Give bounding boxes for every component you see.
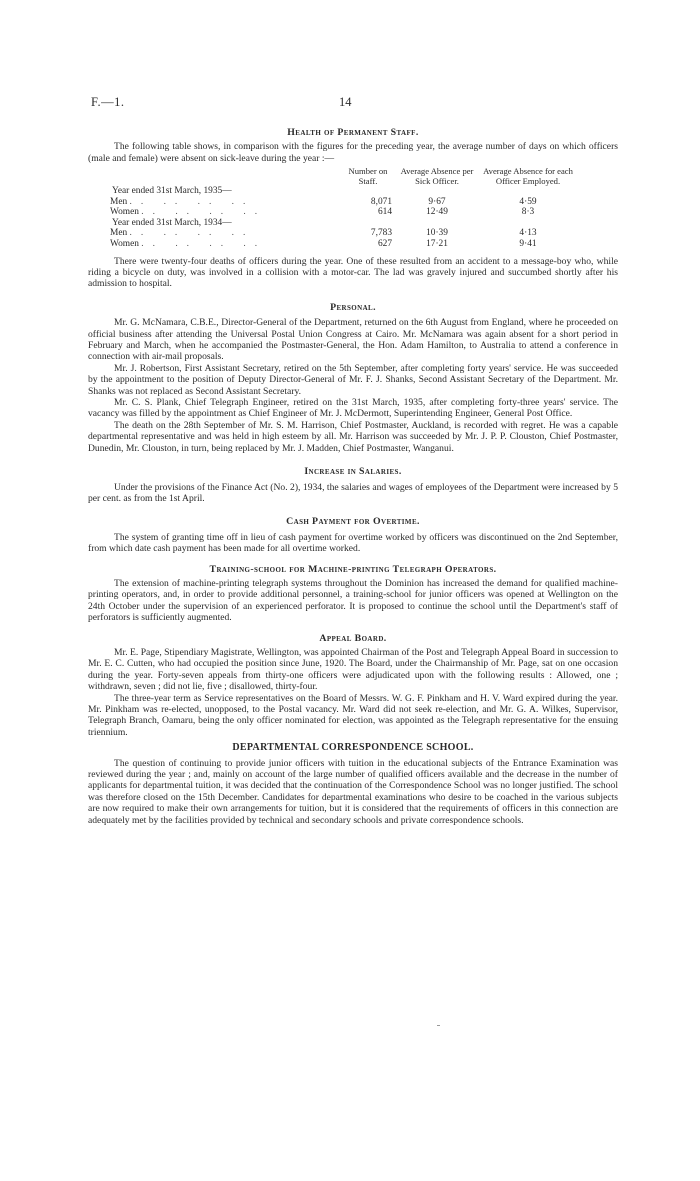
- heading-increase-in-salaries: Increase in Salaries.: [304, 466, 402, 478]
- training-paragraph: The extension of machine-printing telegraph systems throughout the Dominion has increased the demand for qualified machine-printing operators, and, in order to provide additional personnel, a training-school for junior officers was opened at Wellington on the 24th October under the supervision of an experienced perforator. It is proposed to continue the school until the Department's staff of perforators is sufficiently augmented.: [88, 577, 618, 624]
- row-label: Women: [110, 239, 139, 249]
- heading-appeal-board: Appeal Board.: [319, 632, 387, 644]
- table-row: Women .. .. .. .. 627 17·21 9·41: [88, 239, 574, 250]
- heading-correspondence-school: DEPARTMENTAL CORRESPONDENCE SCHOOL.: [232, 742, 474, 754]
- year-label-1935: Year ended 31st March, 1935—: [112, 186, 232, 197]
- cell-avg-each: 9·41: [519, 239, 537, 249]
- table-year-row: [88, 186, 574, 197]
- correspondence-paragraph: The question of continuing to provide junior officers with tuition in the educational subjects of the Entrance Examination was reviewed during the year ; and, mainly on account of the large number of qualified officers available and the decrease in the number of applicants for departmental tuition, it was decided that the continuation of the Correspondence School was no longer justified. The school was therefore closed on the 15th December. Candidates for departmental examinations who desire to be coached in the various subjects are now required to make their own arrangements for tuition, but it is considered that the requirements of officers in this connection are adequately met by the facilities provided by technical and secondary schools and private correspondence schools.: [88, 757, 618, 826]
- cell-avg-sick: 9·67: [428, 196, 446, 207]
- health-intro-paragraph: The following table shows, in comparison with the figures for the preceding year, the average number of days on which officers (male and female) were absent on sick-leave during the year :—: [88, 141, 618, 164]
- col-number-on-staff: Number on Staff.: [348, 166, 388, 186]
- cell-number: 8,071: [370, 196, 392, 207]
- salaries-paragraph: Under the provisions of the Finance Act (No. 2), 1934, the salaries and wages of employees of the Department were increased by 5 per cent. as from the 1st April.: [88, 481, 618, 504]
- cell-avg-sick: 17·21: [426, 239, 448, 249]
- cell-number: 7,783: [370, 228, 392, 239]
- personal-paragraph: Mr. G. McNamara, C.B.E., Director-General of the Department, returned on the 6th August from England, where he proceeded on official business after attending the Universal Postal Union Congress at Cairo. Mr. McNamara was again absent for a short period in February and March, when he accompanied the Postmaster-General, the Hon. Adam Hamilton, to Australia to attend a conference in connection with air-mail proposals.: [88, 317, 618, 363]
- row-label: Men: [110, 196, 128, 207]
- year-label-1934: Year ended 31st March, 1934—: [112, 217, 232, 228]
- table-row: Men .. .. .. .. 7,783 10·39 4·13: [88, 228, 574, 239]
- deaths-paragraph: There were twenty-four deaths of officers during the year. One of these resulted from an accident to a message-boy who, while riding a bicycle on duty, was involved in a collision with a motor-car. The lad was gravely injured and succumbed shortly after his admission to hospital.: [88, 255, 618, 290]
- cell-number: 627: [377, 239, 392, 249]
- document-reference: F.—1.: [91, 95, 125, 109]
- table-row: Women .. .. .. .. 614 12·49 8·3: [88, 207, 574, 218]
- page-mark: [437, 1025, 440, 1026]
- cell-avg-sick: 10·39: [426, 228, 448, 239]
- table-year-row: [88, 218, 574, 229]
- appeal-paragraph: The three-year term as Service representatives on the Board of Messrs. W. G. F. Pinkham and H. V. Ward expired during the year. Mr. Pinkham was re-elected, unopposed, to the Postal vacancy. Mr. Ward did not seek re-election, and Mr. G. A. Wilkes, Supervisor, Telegraph Branch, Oamaru, being the only officer nominated for election, was appointed as the Telegraph representative for the ensuing triennium.: [88, 692, 618, 738]
- table-row: Men .. .. .. .. 8,071 9·67 4·59: [88, 197, 574, 208]
- cell-avg-each: 4·59: [519, 196, 537, 207]
- appeal-paragraph: Mr. E. Page, Stipendiary Magistrate, Wellington, was appointed Chairman of the Post and Telegraph Appeal Board in succession to Mr. E. C. Cutten, who had occupied the position since June, 1920. The Board, under the Chairmanship of Mr. Page, sat on one occasion during the year. Forty-seven appeals from thirty-one officers were adjudicated upon with the following results : Allowed, one ; withdrawn, seven ; did not lie, five ; disallowed, thirty-four.: [88, 646, 618, 693]
- col-average-each-officer: Average Absence for each Officer Employed.: [483, 166, 573, 186]
- cell-avg-each: 8·3: [521, 207, 535, 218]
- sick-leave-table: [88, 167, 574, 249]
- personal-paragraph: Mr. J. Robertson, First Assistant Secretary, retired on the 5th September, after completing forty years' service. He was succeeded by the appointment to the position of Deputy Director-General of Mr. F. J. Shanks, Second Assistant Secretary of the Department. Mr. Shanks was not replaced as Second Assistant Secretary.: [88, 362, 618, 397]
- table-header-row: [88, 167, 574, 186]
- overtime-paragraph: The system of granting time off in lieu of cash payment for overtime worked by officers was discontinued on the 2nd September, from which date cash payment has been made for all overtime worked.: [88, 531, 618, 555]
- heading-health-of-permanent-staff: Health of Permanent Staff.: [287, 127, 419, 138]
- page-body: [88, 127, 618, 826]
- heading-cash-payment-overtime: Cash Payment for Overtime.: [286, 516, 420, 528]
- cell-avg-sick: 12·49: [426, 207, 448, 218]
- heading-training-school: Training-school for Machine-printing Telegraph Operators.: [209, 563, 497, 575]
- personal-paragraph: The death on the 28th September of Mr. S. M. Harrison, Chief Postmaster, Auckland, is recorded with regret. He was a capable departmental representative and was held in high esteem by all. Mr. Harrison was succeeded by Mr. J. P. P. Clouston, Chief Postmaster, Dunedin, Mr. Clouston, in turn, being replaced by Mr. J. Madden, Chief Postmaster, Wanganui.: [88, 419, 618, 454]
- col-average-per-sick-officer: Average Absence per Sick Officer.: [400, 166, 474, 186]
- heading-personal: Personal.: [330, 301, 376, 313]
- cell-avg-each: 4·13: [519, 228, 537, 239]
- row-label: Men: [110, 228, 128, 239]
- page-number: 14: [339, 95, 352, 109]
- row-label: Women: [110, 207, 139, 218]
- cell-number: 614: [377, 207, 392, 218]
- personal-paragraph: Mr. C. S. Plank, Chief Telegraph Engineer, retired on the 31st March, 1935, after completing forty-three years' service. The vacancy was filled by the appointment as Chief Engineer of Mr. J. McDermott, Superintending Engineer, General Post Office.: [88, 397, 618, 420]
